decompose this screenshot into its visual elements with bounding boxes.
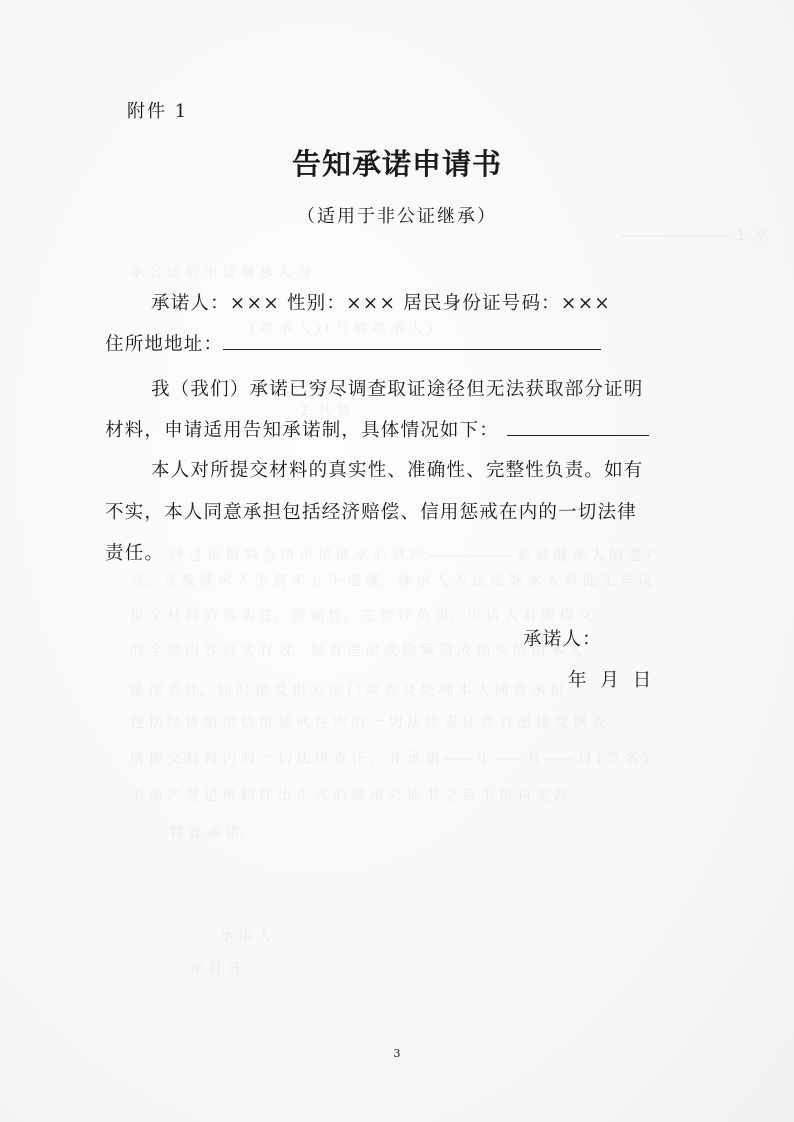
- paragraph-2-line-2: 不实，本人同意承担包括经济赔偿、信用惩戒在内的一切法律: [105, 502, 637, 523]
- address-line: [105, 330, 601, 356]
- paragraph-2-line-3: 责任。: [105, 543, 165, 564]
- attachment-label: 附件 1: [127, 101, 189, 122]
- address-blank[interactable]: [223, 331, 601, 350]
- paragraph-1-line-1: 我（我们）承诺已穷尽调查取证途径但无法获取部分证明: [151, 379, 644, 400]
- promisor-info-line: 承诺人：××× 性别：××× 居民身份证号码：×××: [151, 293, 611, 314]
- situation-label: 材料，申请适用告知承诺制，具体情况如下：: [105, 420, 500, 441]
- document-page: ———————— 1. 承 承 公 证 的 申 请 继 承 人 为： ( 继 承 人 ) ( 与 被 继 承 人 ) 2. 其 他： 经 过 审 慎 调 查 所 申 请 继 承 的 财 产 —————— 系 被 继 承 人 的 遗 产 言， 且 被 继 承 人 生 前 未 立 下 遗 嘱， 继 承 人 为 法 定 继 承 人 对 此 无 异 议 提 交 材 料 的 真 实 性、 准 确 性、 完 整 性 负 责， 申 请 人 对 所 提 交 的 全 部 内 容 真 实 有 效， 如 有 遗 漏 或 隐 瞒 造 成 损 失 的 由 本 人 法 律 责 任， 同 时 接 受 相 关 部 门 调 查 及 处 理 本 人 同 意 承 担 包 括 经 济 赔 偿 信 用 惩 戒 在 内 的 一 切 法 律 责 任 并 自 愿 接 受 调 查 所 提 交 材 料 内 的 一 切 法 律 责 任 ， 并 承 诺 —— 年 —— 月 —— 日 ( 签 名 ) 不 动 产 登 记 机 构 作 出 正 式 的 继 承 公 证 书 之 后 不 得 再 更 改 特 此 承 诺。 承 诺 人： 年 月 日 附件 1 告知承诺申请书 （适用于非公证继承） 承诺人：××× 性别：××× 居民身份证号码：××× 住所地地址： 我（我们）承诺已穷尽调查取证途径但无法获取部分证明 材料，申请适用告知承诺制，具体情况如下： 本人对所提交材料的真实性、准确性、完整性负责。如有 不实，本人同意承担包括经济赔偿、信用惩戒在内的一切法律 责任。 承诺人： 年 月 日 3: [0, 0, 794, 1122]
- address-label: 住所地地址：: [105, 334, 224, 355]
- signature-date: 年 月 日: [568, 670, 656, 691]
- paragraph-1-line-2: [105, 416, 649, 442]
- paragraph-2-line-1: 本人对所提交材料的真实性、准确性、完整性负责。如有: [151, 460, 644, 481]
- signature-label: 承诺人：: [523, 629, 602, 650]
- document-subtitle: （适用于非公证继承）: [297, 206, 497, 227]
- page-number: 3: [393, 1047, 401, 1060]
- situation-blank[interactable]: [507, 417, 649, 436]
- document-title: 告知承诺申请书: [291, 147, 502, 181]
